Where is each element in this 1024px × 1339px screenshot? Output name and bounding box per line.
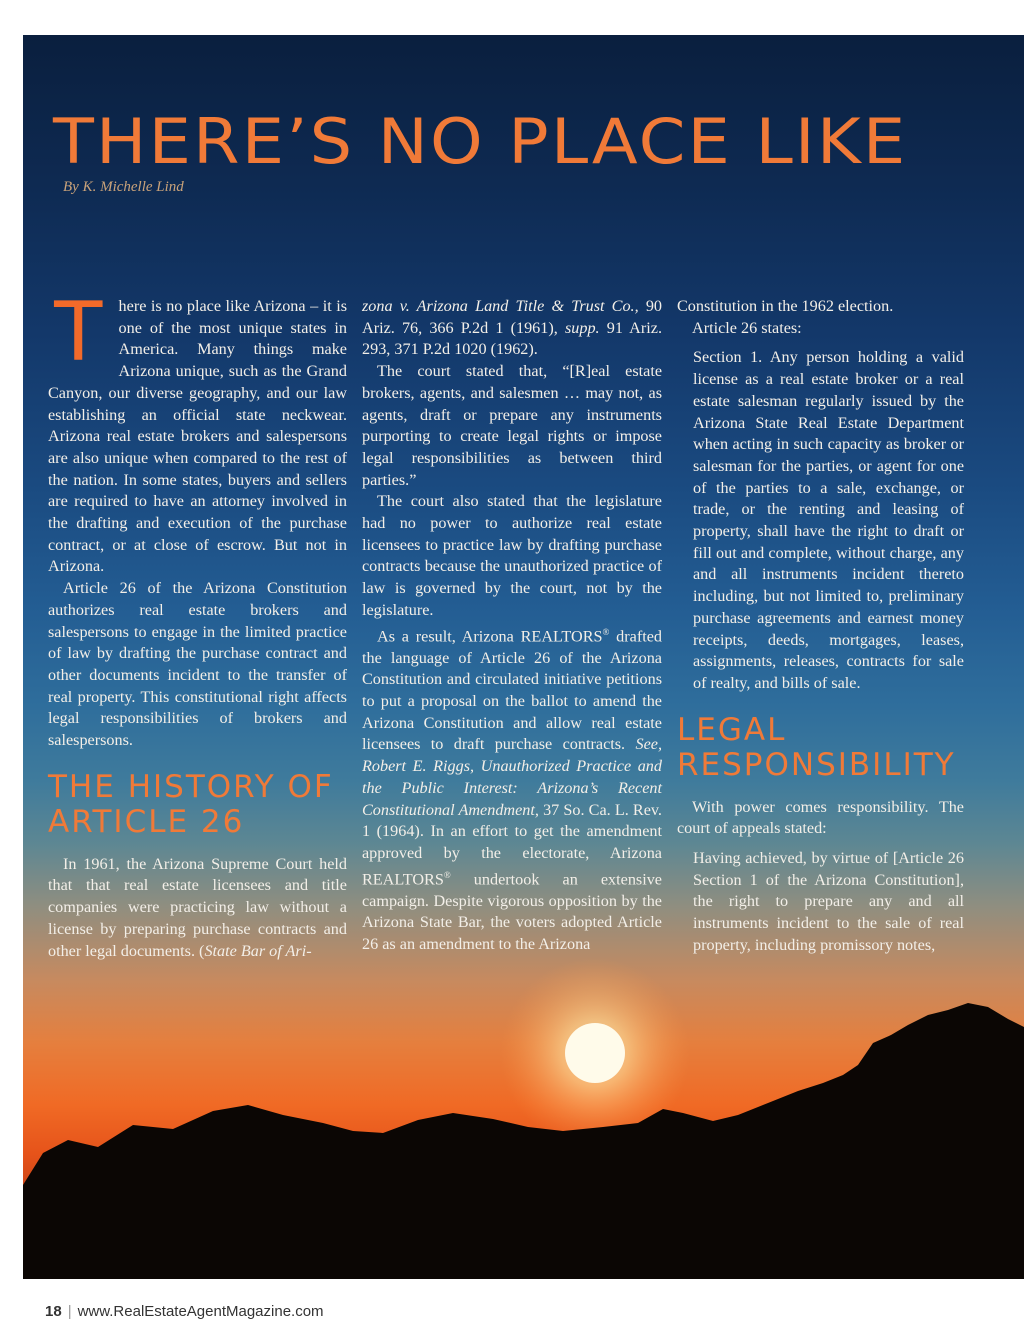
- block-quote: Section 1. Any person holding a valid license as a real estate broker or a real estate salesman regularly issued by the Arizona State Real Estate Department when acting in such capacity as broker or salesman for the parties, or agent for one of the parties to a sale, exchange, or trade, or the renting and leasing of property, shall have the right to draft or fill out and complete, without charge, any and all instruments incident thereto including, but not limited to, preliminary purchase agreements and earnest money receipts, deeds, mortgages, leases, assignments, releases, contracts for sale of realty, and bills of sale.: [693, 348, 964, 692]
- paragraph: As a result, Arizona REALTORS® drafted the language of Article 26 of the Arizona Constitution and circulated initiative petitions to put a proposal on the ballot to amend the Arizona Constitution and allow real estate licensees to draft purchase contracts. See, Robert E. Riggs, Unauthorized Practice and the Public Interest: Arizona’s Recent Constitutional Amendment, 37 So. Ca. L. Rev. 1 (1964). In an effort to get the amendment approved by the electorate, Arizona REALTORS® undertook an extensive campaign. Despite vigorous opposition by the Arizona State Bar, the voters adopted Article 26 as an amendment to the Arizona: [362, 626, 662, 954]
- column-3: [677, 296, 964, 965]
- paragraph: The court also stated that the legislature had no power to authorize real estate licensees to practice law by drafting purchase contracts because the unauthorized practice of law is governed by the court, not by the legislature.: [362, 492, 662, 619]
- article-title: THERE’S NO PLACE LIKE: [53, 105, 908, 178]
- paragraph: With power comes responsibility. The court of appeals stated:: [677, 797, 964, 838]
- intro-paragraph: There is no place like Arizona – it is one of the most unique states in America. Many things make Arizona unique, such as the Grand Canyon, our diverse geography, and our law establishing an official state neckwear. Arizona real estate brokers and salespersons are also unique when compared to the rest of the nation. In some states, buyers and sellers are required to have an attorney involved in the drafting and execution of the purchase contract, or at close of escrow. But not in Arizona.: [48, 283, 347, 576]
- article-page: [23, 35, 1024, 1279]
- paragraph: Article 26 states:: [692, 318, 802, 337]
- sun: [565, 1023, 625, 1083]
- paragraph: The court stated that, “[R]eal estate brokers, agents, and salesmen … may not, as agents, draft or prepare any instruments purporting to create legal rights or impose legal responsibilities as between third parties.”: [362, 362, 662, 489]
- page-number: 18: [45, 1303, 62, 1320]
- drop-cap: T: [52, 283, 105, 379]
- column-1: [48, 283, 347, 962]
- column-2: [362, 296, 662, 956]
- paragraph: Article 26 of the Arizona Constitution authorizes real estate brokers and salespersons to engage in the limited practice of law by drafting the purchase contract and other documents incident to the transfer of real property. This constitutional right affects legal responsibilities of brokers and salespersons.: [48, 579, 347, 750]
- page-footer: [45, 1303, 324, 1320]
- block-quote: Having achieved, by virtue of [Article 26 Section 1 of the Arizona Constitution], the right to prepare any and all instruments incident to the sale of real property, including promissory notes,: [693, 849, 964, 954]
- website-link[interactable]: www.RealEstateAgentMagazine.com: [77, 1303, 324, 1320]
- subheading-legal-responsibility: LEGAL RESPONSIBILITY: [677, 711, 956, 783]
- paragraph: Constitution in the 1962 election.: [677, 297, 894, 315]
- paragraph: In 1961, the Arizona Supreme Court held that that real estate licensees and title companies were practicing law without a license by preparing purchase contracts and other legal documents. (State Bar of Ari-: [48, 854, 347, 960]
- footer-divider: |: [67, 1303, 72, 1320]
- subheading-history: THE HISTORY OF ARTICLE 26: [48, 768, 334, 840]
- paragraph: zona v. Arizona Land Title & Trust Co., 90 Ariz. 76, 366 P.2d 1 (1961), supp. 91 Ariz. 293, 371 P.2d 1020 (1962).: [362, 297, 663, 359]
- byline: By K. Michelle Lind: [63, 179, 184, 195]
